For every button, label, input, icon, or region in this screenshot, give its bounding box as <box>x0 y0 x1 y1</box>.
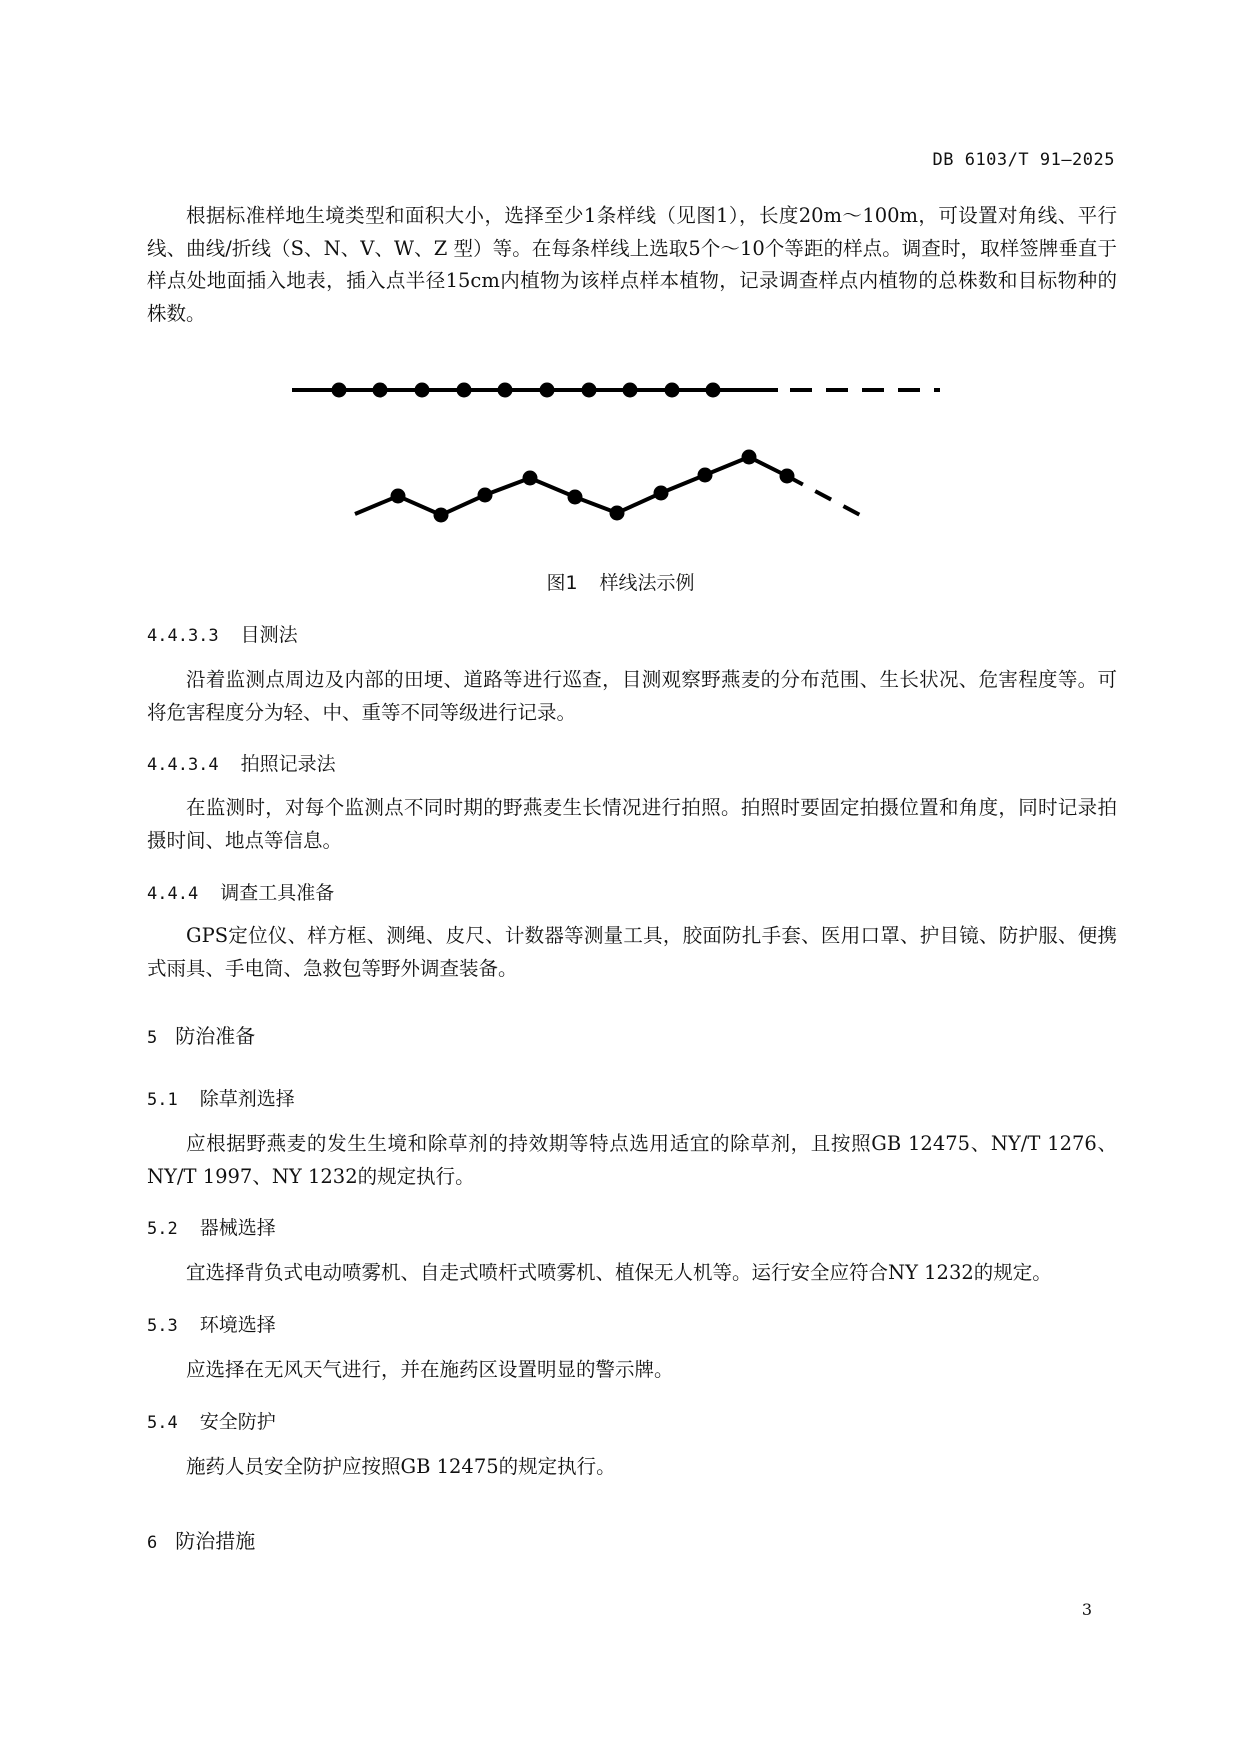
heading-4-4-3-4 <box>147 749 336 776</box>
paragraph-herbicide: 应根据野燕麦的发生生境和除草剂的持效期等特点选用适宜的除草剂，且按照GB 12475、NY/T 1276、NY/T 1997、NY 1232的规定执行。 <box>147 1132 1117 1188</box>
section-number: 4.4.4 <box>147 884 199 904</box>
chapter-number: 6 <box>147 1533 158 1553</box>
section-number: 5.3 <box>147 1316 178 1336</box>
section-title: 目测法 <box>240 624 298 646</box>
section-number: 4.4.3.3 <box>147 626 219 646</box>
chapter-number: 5 <box>147 1028 158 1048</box>
section-title: 器械选择 <box>199 1217 276 1239</box>
straight-transect <box>292 383 940 398</box>
paragraph-transect-method: 根据标准样地生境类型和面积大小，选择至少1条样线（见图1），长度20m～100m，可设置对角线、平行线、曲线/折线（S、N、V、W、Z 型）等。在每条样线上选取5个～10个等距的样点。调查时，取样签牌垂直于样点处地面插入地表，插入点半径15cm内植物为该样点样本植物，记录调查样点内植物的总株数和目标物种的株数。 <box>147 204 1117 325</box>
page-number: 3 <box>1081 1600 1092 1619</box>
figure-title: 样线法示例 <box>599 572 695 594</box>
heading-5-1 <box>147 1084 295 1111</box>
chapter-title: 防治准备 <box>175 1024 256 1048</box>
section-title: 除草剂选择 <box>199 1088 295 1110</box>
paragraph-environment: 应选择在无风天气进行，并在施药区设置明显的警示牌。 <box>186 1358 674 1381</box>
standard-code: DB 6103/T 91—2025 <box>932 150 1115 170</box>
heading-6 <box>147 1525 255 1554</box>
paragraph-safety: 施药人员安全防护应按照GB 12475的规定执行。 <box>186 1455 616 1478</box>
figure-number: 图1 <box>546 572 578 594</box>
section-number: 5.4 <box>147 1413 178 1433</box>
paragraph-visual-method: 沿着监测点周边及内部的田埂、道路等进行巡查，目测观察野燕麦的分布范围、生长状况、危害程度等。可将危害程度分为轻、中、重等不同等级进行记录。 <box>147 668 1117 724</box>
section-title: 拍照记录法 <box>240 753 336 775</box>
heading-4-4-3-3 <box>147 620 298 647</box>
chapter-title: 防治措施 <box>175 1529 256 1553</box>
heading-5-3 <box>147 1310 276 1337</box>
section-number: 4.4.3.4 <box>147 755 219 775</box>
section-number: 5.2 <box>147 1219 178 1239</box>
heading-5-4 <box>147 1407 276 1434</box>
zigzag-transect <box>355 450 860 523</box>
section-number: 5.1 <box>147 1090 178 1110</box>
figure-caption <box>0 568 1241 595</box>
heading-5-2 <box>147 1213 276 1240</box>
section-title: 环境选择 <box>199 1314 276 1336</box>
section-title: 调查工具准备 <box>220 882 335 904</box>
heading-5 <box>147 1020 255 1049</box>
paragraph-tools: GPS定位仪、样方框、测绳、皮尺、计数器等测量工具，胶面防扎手套、医用口罩、护目镜、防护服、便携式雨具、手电筒、急救包等野外调查装备。 <box>147 924 1117 980</box>
paragraph-photo-method: 在监测时，对每个监测点不同时期的野燕麦生长情况进行拍照。拍照时要固定拍摄位置和角度，同时记录拍摄时间、地点等信息。 <box>147 796 1117 852</box>
section-title: 安全防护 <box>199 1411 276 1433</box>
transect-figure <box>280 360 960 550</box>
paragraph-equipment: 宜选择背负式电动喷雾机、自走式喷杆式喷雾机、植保无人机等。运行安全应符合NY 1232的规定。 <box>186 1261 1052 1284</box>
heading-4-4-4 <box>147 878 334 905</box>
